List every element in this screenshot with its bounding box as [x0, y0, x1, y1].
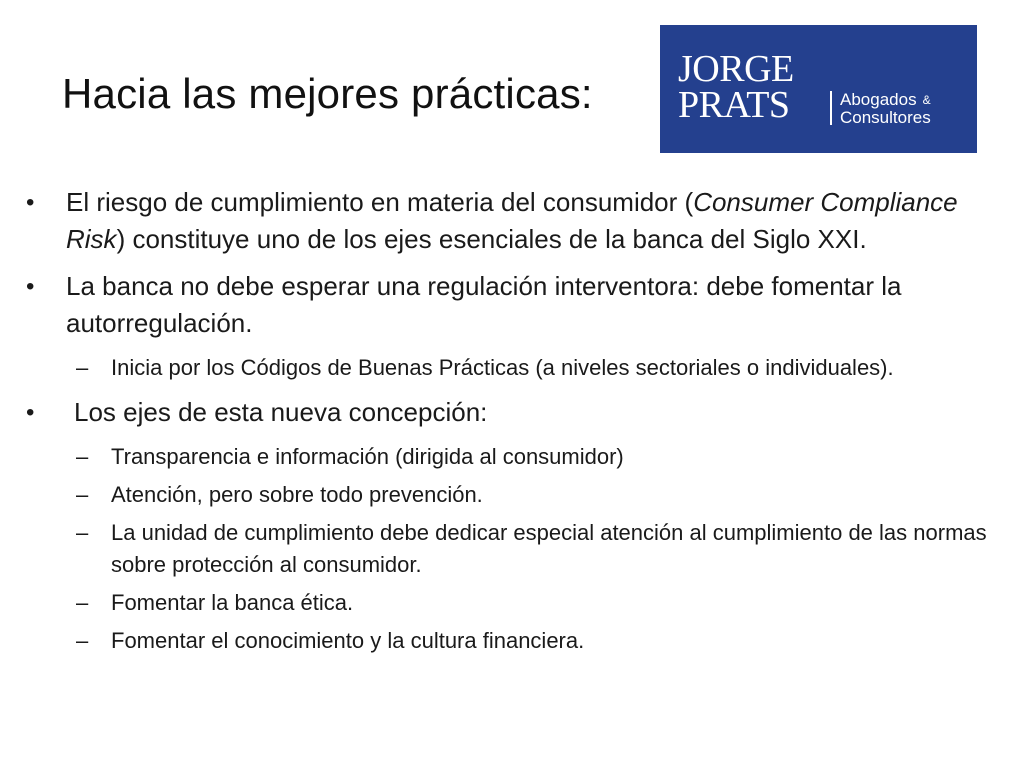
- dash-marker: –: [76, 520, 89, 545]
- logo-name-line2: PRATS: [678, 84, 790, 126]
- bullet-text: La banca no debe esperar una regulación interventora: debe fomentar la autorregulación.: [66, 271, 902, 338]
- sub-list: [26, 441, 996, 657]
- dash-marker: –: [76, 355, 89, 380]
- sub-list: [26, 352, 996, 384]
- bullet-marker: •: [26, 399, 35, 426]
- logo-sub-abogados: Abogados: [840, 90, 917, 109]
- logo-divider: [830, 91, 832, 125]
- bullet-item: [26, 268, 996, 342]
- bullet-text-italic: Consumer Compliance Risk: [66, 187, 958, 254]
- sub-text: Fomentar el conocimiento y la cultura financiera.: [111, 628, 585, 653]
- sub-text: Inicia por los Códigos de Buenas Prácticas (a niveles sectoriales o individuales).: [111, 355, 894, 380]
- logo-subtitle: [840, 91, 931, 126]
- bullet-text-after: ) constituye uno de los ejes esenciales de la banca del Siglo XXI.: [116, 224, 867, 254]
- sub-item: [26, 517, 996, 581]
- logo-ampersand: &: [922, 93, 931, 108]
- slide-title: Hacia las mejores prácticas:: [62, 70, 593, 117]
- logo-name: [678, 48, 794, 126]
- jorge-prats-logo: [660, 25, 977, 153]
- dash-marker: –: [76, 482, 89, 507]
- logo-sub-line2: Consultores: [840, 108, 931, 128]
- bullet-text-before: El riesgo de cumplimiento en materia del consumidor (: [66, 187, 694, 217]
- sub-text: La unidad de cumplimiento debe dedicar especial atención al cumplimiento de las normas sobre protección al consumidor.: [111, 520, 987, 577]
- bullet-marker: •: [26, 273, 35, 300]
- sub-item: [26, 625, 996, 657]
- logo-sub-line1: [840, 91, 931, 109]
- sub-item: [26, 352, 996, 384]
- bullet-marker: •: [26, 189, 35, 216]
- sub-text: Fomentar la banca ética.: [111, 590, 354, 615]
- sub-text: Transparencia e información (dirigida al consumidor): [111, 444, 624, 469]
- dash-marker: –: [76, 628, 89, 653]
- dash-marker: –: [76, 444, 89, 469]
- logo-name-line1: JORGE: [678, 48, 794, 90]
- bullet-text: Los ejes de esta nueva concepción:: [74, 397, 488, 427]
- bullet-item: [26, 184, 996, 258]
- sub-item: [26, 587, 996, 619]
- dash-marker: –: [76, 590, 89, 615]
- sub-item: [26, 479, 996, 511]
- bullet-item: [26, 394, 996, 431]
- bullet-list: [26, 184, 996, 667]
- sub-item: [26, 441, 996, 473]
- sub-text: Atención, pero sobre todo prevención.: [111, 482, 483, 507]
